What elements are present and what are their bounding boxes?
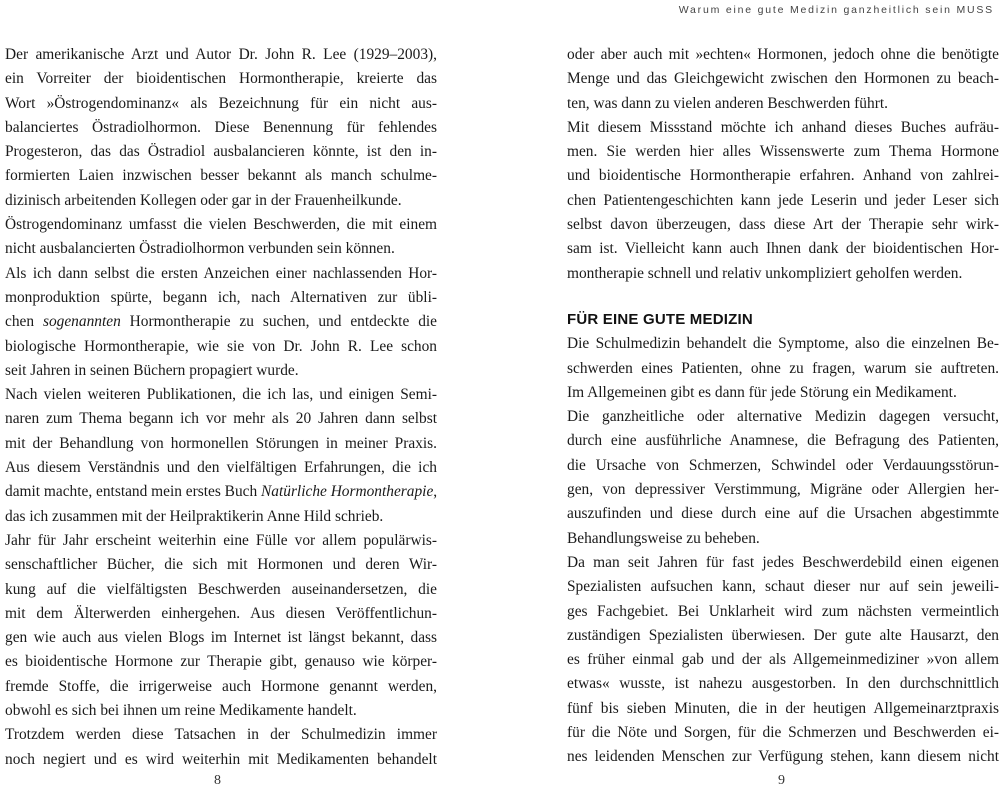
text-line: Aus diesem Verständnis und den vielfältigen Erfahrungen, die ich (5, 459, 437, 477)
text-line: fremde Stoffe, die irrigerweise auch Hormone genannt werden, (5, 677, 437, 695)
text-line: schwerden eines Patienten, ohne zu fragen, warum sie auftreten. (567, 359, 999, 377)
text-line: men. Sie werden hier alles Wissenswerte zum Thema Hormone (567, 143, 999, 161)
text-line: oder aber auch mit »echten« Hormonen, jedoch ohne die benötigte (567, 46, 999, 63)
page-number-left: 8 (214, 773, 221, 788)
text-line: nicht ausbalancierten Östradiolhormon verbunden sein können. (5, 240, 395, 258)
text-line: kung auf die vielfältigsten Beschwerden auseinandersetzen, die (5, 580, 437, 598)
text-line: durch eine ausführliche Anamnese, die Befragung des Patienten, (567, 432, 999, 450)
text-line: etwas« wusste, ist nahezu ausgestorben. In den durchschnittlich (567, 675, 999, 693)
text-line: Da man seit Jahren für fast jedes Beschwerdebild einen eigenen (567, 553, 999, 571)
text-line: Die Schulmedizin behandelt die Symptome, also die einzelnen Be- (567, 335, 999, 353)
text-line: balanciertes Östradiolhormon. Diese Benennung für fehlendes (5, 118, 437, 136)
text-line: Behandlungsweise zu beheben. (567, 529, 760, 547)
text-line: ten, was dann zu vielen anderen Beschwerden führt. (567, 94, 888, 112)
right-page-text-top (567, 43, 999, 286)
text-line: Östrogendominanz umfasst die vielen Beschwerden, die mit einem (5, 216, 437, 234)
text-line: dizinisch arbeitenden Kollegen oder gar in der Frauenheilkunde. (5, 191, 402, 209)
text-line: Nach vielen weiteren Publikationen, die ich las, und einigen Semi- (5, 386, 437, 404)
book-title-italic: Natürliche Hormontherapie (261, 483, 434, 501)
text-line: mit der Behandlung von hormonellen Störungen in meiner Praxis. (5, 434, 437, 452)
text-line: monproduktion spürte, begann ich, nach Alternativen zur übli- (5, 288, 437, 306)
text-line: chen Patientengeschichten kann jede Leserin und jeder Leser sich (567, 191, 999, 209)
line-text-post: , (433, 483, 437, 501)
text-line: ein Vorreiter der bioidentischen Hormontherapie, kreierte das (5, 70, 437, 88)
text-line: Trotzdem werden diese Tatsachen in der Schulmedizin immer (5, 726, 437, 744)
text-line: das ich zusammen mit der Heilpraktikerin Anne Hild schrieb. (5, 507, 384, 525)
text-line: gen wie auch aus vielen Blogs im Internet ist längst bekannt, dass (5, 629, 437, 647)
text-line: selbst davon überzeugen, dass diese Art der Therapie sehr wirk- (567, 216, 999, 234)
left-page-text (5, 43, 437, 772)
text-line: sam ist. Vielleicht kann auch Ihnen dank der bioidentischen Hor- (567, 240, 999, 258)
line-text-post: Hormontherapie zu suchen, und entdeckte die (120, 313, 437, 331)
text-line: Progesteron, das das Östradiol ausbalancieren könnte, ist den in- (5, 143, 437, 161)
book-title-italic: sogenannten (42, 313, 121, 331)
right-page-text (567, 43, 999, 770)
text-line (5, 480, 437, 504)
text-line: auszufinden und diese durch eine auf die Ursachen abgestimmte (567, 505, 999, 523)
text-line: gen, von depressiver Verstimmung, Migräne oder Allergien her- (567, 481, 999, 499)
page-number-right: 9 (778, 773, 785, 788)
text-line: biologische Hormontherapie, wie sie von Dr. John R. Lee schon (5, 337, 437, 355)
line-text-pre: chen (5, 313, 43, 331)
text-line (5, 310, 437, 334)
text-line: Der amerikanische Arzt und Autor Dr. John R. Lee (1929–2003), (5, 46, 437, 63)
text-line: nes leidenden Menschen zur Verfügung stehen, kann diesem nicht (567, 748, 999, 766)
text-line: mit dem Älterwerden einhergehen. Aus diesen Veröffentlichun- (5, 604, 437, 622)
text-line: Die ganzheitliche oder alternative Medizin dagegen versucht, (567, 408, 999, 426)
text-line: senschaftlicher Bücher, die sich mit Hormonen und deren Wir- (5, 556, 437, 574)
text-line: obwohl es sich bei ihnen um reine Medikamente handelt. (5, 702, 357, 720)
text-line: seit Jahren in seinen Büchern propagiert wurde. (5, 361, 299, 379)
text-line: es bioidentische Hormone zur Therapie gibt, genauso wie körper- (5, 653, 437, 671)
text-line: naren zum Thema begann ich vor mehr als 20 Jahren dann selbst (5, 410, 437, 428)
right-page-text-bottom (567, 332, 999, 769)
text-line: ges Fachgebiet. Bei Unklarheit wird zum nächsten vermeintlich (567, 602, 999, 620)
text-line: noch negiert und es wird weiterhin mit Medikamenten behandelt (5, 750, 437, 768)
text-line: Spezialisten aufsuchen kann, schaut dieser nur auf sein jeweili- (567, 578, 999, 596)
text-line: Im Allgemeinen gibt es dann für jede Störung ein Medikament. (567, 383, 957, 401)
text-line: montherapie schnell und relativ unkompliziert geholfen werden. (567, 264, 963, 282)
text-line: Menge und das Gleichgewicht zwischen den Hormonen zu beach- (567, 70, 999, 88)
text-line: formierten Laien inzwischen besser bekannt als manch schulme- (5, 167, 437, 185)
text-line: Jahr für Jahr erscheint weiterhin eine Fülle vor allem populärwis- (5, 531, 437, 549)
section-heading: FÜR EINE GUTE MEDIZIN (567, 310, 753, 328)
line-text-pre: damit machte, entstand mein erstes Buch (5, 483, 262, 501)
text-line: die Ursache von Schmerzen, Schwindel oder Verdauungsstörun- (567, 456, 999, 474)
text-line: für die Nöte und Sorgen, für die Schmerzen und Beschwerden ei- (567, 724, 999, 742)
running-head: Warum eine gute Medizin ganzheitlich sein MUSS (678, 4, 994, 16)
text-line: Als ich dann selbst die ersten Anzeichen einer nachlassenden Hor- (5, 264, 437, 282)
text-line: fünf bis sieben Minuten, die in der heutigen Allgemeinarztpraxis (567, 699, 999, 717)
text-line: es früher einmal gab und der als Allgemeinmediziner »von allem (567, 651, 999, 669)
text-line: Mit diesem Missstand möchte ich anhand dieses Buches aufräu- (567, 118, 999, 136)
text-line: Wort »Östrogendominanz« als Bezeichnung für ein nicht aus- (5, 94, 437, 112)
text-line: und bioidentische Hormontherapie erfahren. Anhand von zahlrei- (567, 167, 999, 185)
text-line: zuständigen Spezialisten überwiesen. Der gute alte Hausarzt, den (567, 626, 999, 644)
